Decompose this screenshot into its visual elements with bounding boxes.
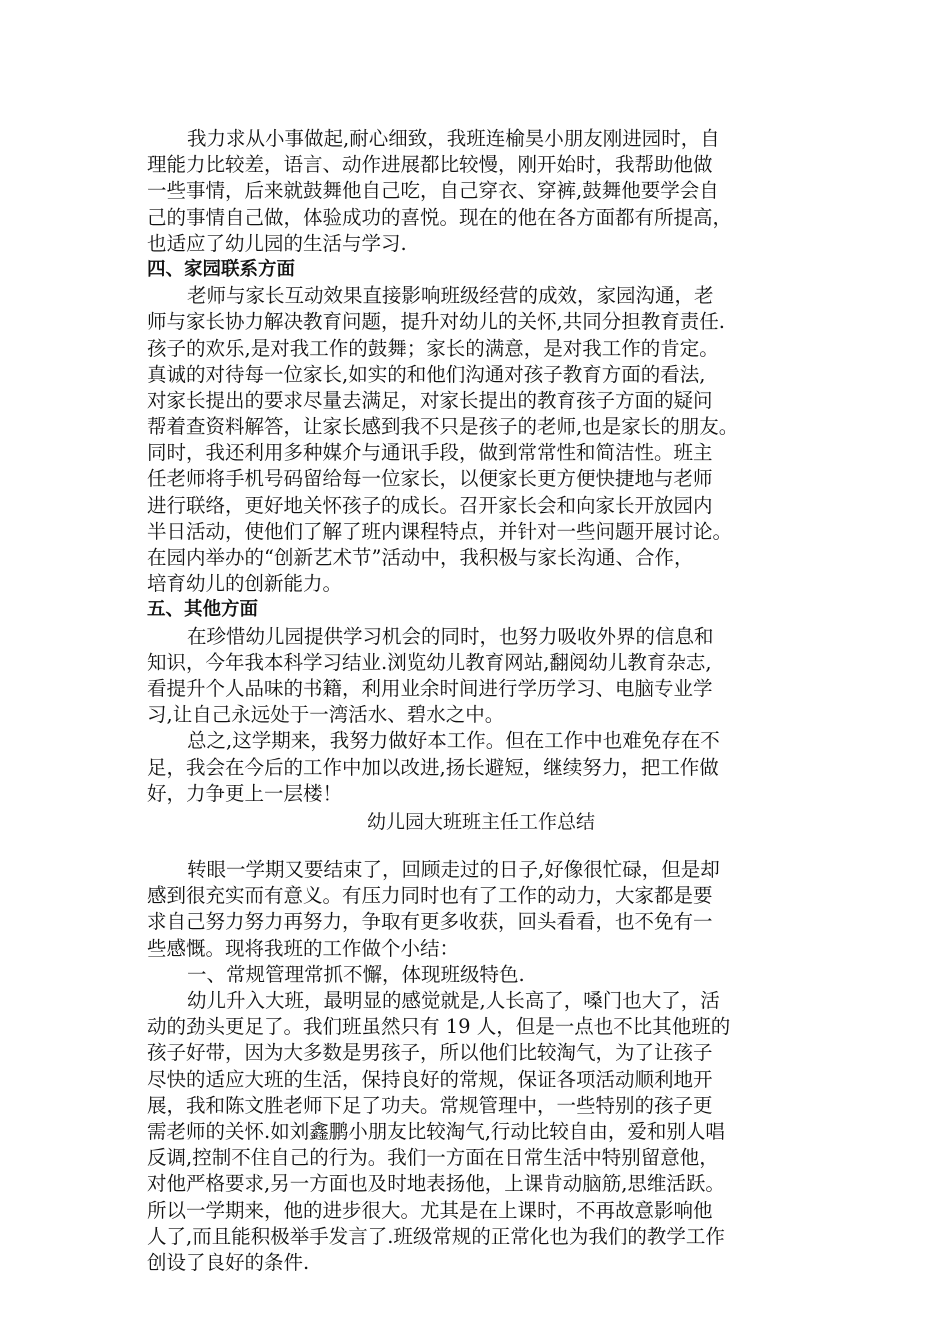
- text-line: 动的劲头更足了。我们班虽然只有 19 人，但是一点也不比其他班的: [147, 1015, 731, 1039]
- text-line: 帮着查资料解答，让家长感到我不只是孩子的老师,也是家长的朋友。: [147, 415, 739, 439]
- text-line: 看提升个人品味的书籍，利用业余时间进行学历学习、电脑专业学: [147, 676, 713, 700]
- conclusion-paragraph: [147, 728, 815, 807]
- text-line: 理能力比较差，语言、动作进展都比较慢，刚开始时，我帮助他做: [147, 153, 713, 177]
- text-line: 己的事情自己做，体验成功的喜悦。现在的他在各方面都有所提高，: [147, 205, 733, 229]
- document-page: [147, 126, 815, 1276]
- text-line: 转眼一学期又要结束了，回顾走过的日子,好像很忙碌，但是却: [187, 858, 720, 882]
- text-line: 幼儿升入大班，最明显的感觉就是,人长高了，嗓门也大了，活: [187, 989, 720, 1012]
- text-line: 在园内举办的“创新艺术节”活动中，我积极与家长沟通、合作，: [147, 546, 694, 569]
- text-line: 反调,控制不住自己的行为。我们一方面在日常生活中特别留意他，: [147, 1146, 719, 1170]
- text-line: 真诚的对待每一位家长,如实的和他们沟通对孩子教育方面的看法,: [147, 362, 706, 386]
- text-line: 需老师的关怀.如刘鑫鹏小朋友比较淘气,行动比较自由，爱和别人唱: [147, 1119, 725, 1143]
- text-line: 在珍惜幼儿园提供学习机会的同时，也努力吸收外界的信息和: [187, 624, 714, 648]
- text-line: 任老师将手机号码留给每一位家长，以便家长更方便快捷地与老师: [147, 467, 713, 491]
- text-line: 感到很充实而有意义。有压力同时也有了工作的动力，大家都是要: [147, 884, 713, 908]
- section-4-heading: 四、家园联系方面: [147, 258, 296, 280]
- text-line: 一些事情，后来就鼓舞他自己吃，自己穿衣、穿裤,鼓舞他要学会自: [147, 179, 719, 203]
- text-line: 同时，我还利用多种媒介与通讯手段，做到常常性和简洁性。班主: [147, 441, 713, 465]
- text-line: 也适应了幼儿园的生活与学习.: [147, 231, 407, 255]
- body-paragraph: [147, 988, 815, 1276]
- spacer: [147, 835, 815, 857]
- text-line: 展，我和陈文胜老师下足了功夫。常规管理中，一些特别的孩子更: [147, 1093, 713, 1117]
- section-5-paragraph: [147, 624, 815, 729]
- text-line: 人了,而且能积极举手发言了.班级常规的正常化也为我们的教学工作: [147, 1224, 725, 1248]
- text-line: 半日活动，使他们了解了班内课程特点，并针对一些问题开展讨论。: [147, 519, 733, 543]
- text-line: 些感慨。现将我班的工作做个小结：: [147, 936, 460, 960]
- text-line: 好，力争更上一层楼！: [147, 781, 343, 805]
- text-line: 足，我会在今后的工作中加以改进,扬长避短，继续努力，把工作做: [147, 755, 719, 779]
- text-line: 培育幼儿的创新能力。: [147, 572, 343, 596]
- text-line: 创设了良好的条件.: [147, 1250, 310, 1274]
- text-line: 孩子的欢乐,是对我工作的鼓舞；家长的满意，是对我工作的肯定。: [147, 336, 719, 360]
- section-5-heading: 五、其他方面: [147, 599, 259, 621]
- text-line: 求自己努力努力再努力，争取有更多收获，回头看看，也不免有一: [147, 910, 713, 934]
- text-line: 尽快的适应大班的生活，保持良好的常规，保证各项活动顺利地开: [147, 1067, 713, 1091]
- text-line: 对家长提出的要求尽量去满足，对家长提出的教育孩子方面的疑问: [147, 388, 713, 412]
- text-line: 对他严格要求,另一方面也及时地表扬他，上课肯动脑筋,思维活跃。: [147, 1172, 725, 1196]
- text-line: 所以一学期来，他的进步很大。尤其是在上课时，不再故意影响他: [147, 1198, 713, 1222]
- intro-paragraph: [147, 857, 815, 962]
- subheading-routine-management: 一、常规管理常抓不懈，体现班级特色.: [187, 962, 525, 986]
- text-line: 总之,这学期来，我努力做好本工作。但在工作中也难免存在不: [187, 729, 720, 753]
- text-line: 老师与家长互动效果直接影响班级经营的成效，家园沟通，老: [187, 284, 714, 308]
- text-line: 我力求从小事做起,耐心细致，我班连榆昊小朋友刚进园时，自: [187, 127, 720, 150]
- section-4-paragraph: [147, 283, 815, 597]
- text-line: 进行联络，更好地关怀孩子的成长。召开家长会和向家长开放园内: [147, 493, 713, 517]
- text-line: 师与家长协力解决教育问题，提升对幼儿的关怀,共同分担教育责任.: [147, 310, 725, 334]
- text-line: 习,让自己永远处于一湾活水、碧水之中。: [147, 703, 505, 727]
- text-line: 知识，今年我本科学习结业.浏览幼儿教育网站,翻阅幼儿教育杂志,: [147, 650, 712, 674]
- section-3-end-paragraph: [147, 126, 815, 257]
- article-title: 幼儿园大班班主任工作总结: [366, 810, 595, 833]
- text-line: 孩子好带，因为大多数是男孩子，所以他们比较淘气，为了让孩子: [147, 1041, 713, 1065]
